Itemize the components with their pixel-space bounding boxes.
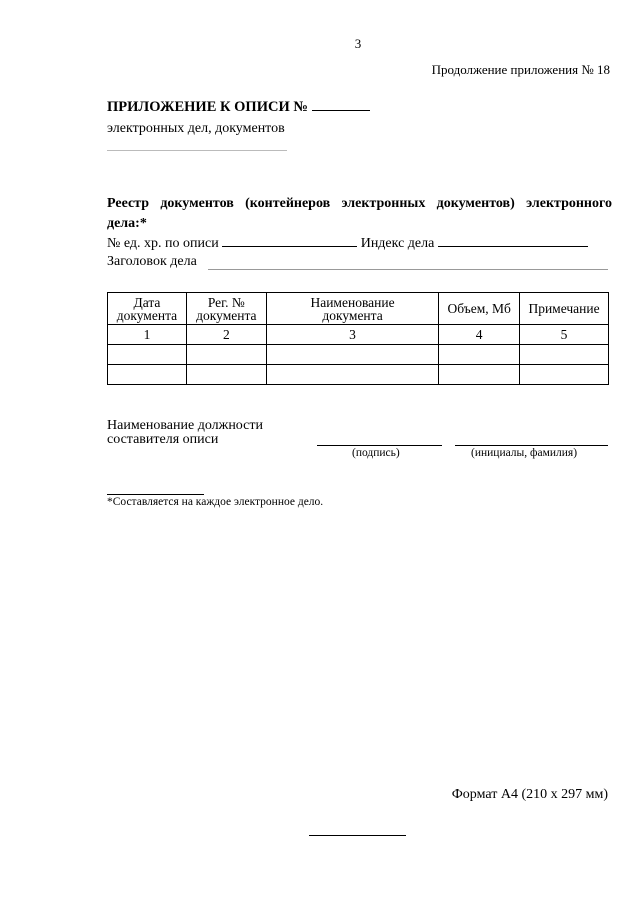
column-number: 4	[439, 325, 520, 345]
subtitle-underline	[107, 150, 287, 151]
table-row	[108, 365, 609, 385]
header-volume: Объем, Мб	[439, 293, 520, 325]
signature-caption: (подпись)	[352, 447, 400, 459]
register-title: Реестр документов (контейнеров электронных документов) электронного дела:*	[107, 196, 612, 231]
case-title-label: Заголовок дела	[107, 254, 197, 269]
page-number: 3	[354, 36, 362, 51]
table-cell	[520, 365, 609, 385]
table-cell	[108, 365, 187, 385]
column-number: 5	[520, 325, 609, 345]
format-note: Формат А4 (210 х 297 мм)	[451, 787, 608, 802]
case-index-blank-line	[438, 233, 588, 247]
header-document-name: Наименование документа	[266, 293, 439, 325]
table-cell	[439, 345, 520, 365]
appendix-title-text: ПРИЛОЖЕНИЕ К ОПИСИ №	[107, 99, 308, 115]
case-index-label: Индекс дела	[360, 236, 435, 251]
bottom-separator	[309, 835, 406, 836]
appendix-title	[107, 98, 370, 116]
signature-line	[317, 445, 442, 446]
footnote: *Составляется на каждое электронное дело.	[107, 496, 324, 508]
column-number: 3	[266, 325, 439, 345]
table-cell	[186, 365, 266, 385]
inventory-number-label: № ед. хр. по описи	[107, 236, 219, 251]
inventory-line	[107, 233, 588, 252]
appendix-subtitle: электронных дел, документов	[107, 121, 285, 136]
table-header-row	[108, 293, 609, 325]
table-column-number-row	[108, 325, 609, 345]
header-registration-number: Рег. № документа	[186, 293, 266, 325]
case-title-blank-line	[208, 269, 608, 270]
table-cell	[266, 365, 439, 385]
inventory-number-blank-line	[222, 233, 357, 247]
compiler-position-label: Наименование должности составителя описи	[107, 418, 263, 447]
appendix-continuation-note: Продолжение приложения № 18	[431, 62, 610, 77]
table-cell	[186, 345, 266, 365]
table-cell	[266, 345, 439, 365]
table-cell	[520, 345, 609, 365]
header-document-date: Дата документа	[108, 293, 187, 325]
table-cell	[108, 345, 187, 365]
header-note: Примечание	[520, 293, 609, 325]
inventory-number-blank	[312, 98, 370, 111]
table-cell	[439, 365, 520, 385]
case-title-line	[107, 254, 197, 270]
column-number: 2	[186, 325, 266, 345]
registry-table	[107, 292, 609, 385]
footnote-separator	[107, 494, 204, 495]
name-line	[455, 445, 608, 446]
name-caption: (инициалы, фамилия)	[471, 447, 578, 459]
table-row	[108, 345, 609, 365]
column-number: 1	[108, 325, 187, 345]
